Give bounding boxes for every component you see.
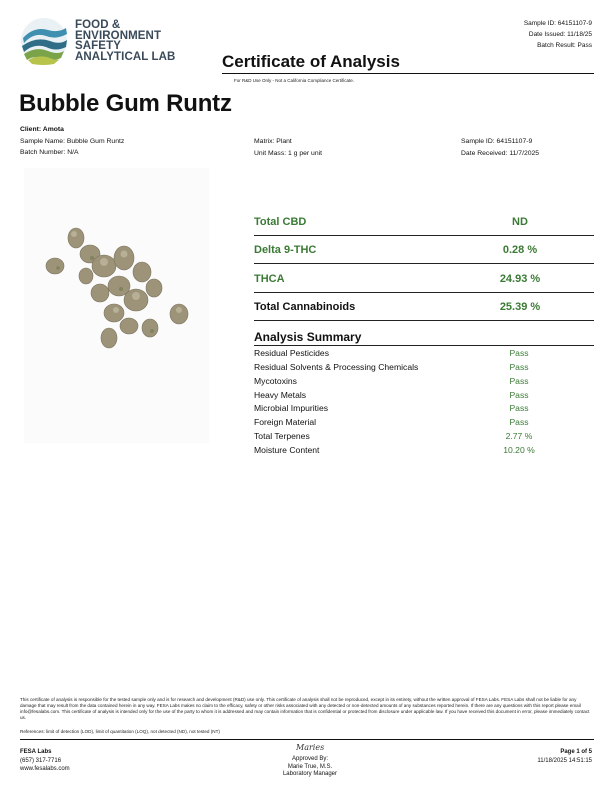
summary-row: [254, 431, 594, 445]
product-name: Bubble Gum Runtz: [19, 90, 232, 117]
summary-divider: [254, 345, 594, 346]
footer-lab-name: FESA Labs: [20, 749, 52, 755]
matrix-details: [254, 136, 322, 159]
header-batch-result: Batch Result: Pass: [537, 42, 592, 49]
cannabinoid-value: ND: [512, 216, 528, 228]
header-divider: [222, 73, 594, 74]
matrix: Matrix: Plant: [254, 138, 292, 145]
cannabinoid-label: Total CBD: [254, 216, 307, 228]
footer-website[interactable]: www.fesalabs.com: [20, 766, 70, 772]
summary-label: Total Terpenes: [254, 431, 310, 441]
certificate-title: Certificate of Analysis: [222, 52, 400, 71]
summary-value: Pass: [509, 376, 529, 386]
summary-value: 10.20 %: [503, 445, 535, 455]
row-divider: [254, 235, 594, 236]
summary-value: Pass: [509, 403, 529, 413]
approver-signature: Maries: [296, 743, 325, 752]
summary-label: Moisture Content: [254, 445, 320, 455]
footer-page-info: [537, 748, 592, 765]
summary-label: Foreign Material: [254, 417, 317, 427]
logo-line-4: ANALYTICAL LAB: [75, 50, 176, 63]
cannabinoid-value: 0.28 %: [502, 244, 538, 256]
summary-label: Heavy Metals: [254, 390, 307, 400]
summary-label: Residual Solvents & Processing Chemicals: [254, 362, 419, 372]
client-details: [20, 124, 124, 159]
summary-label: Residual Pesticides: [254, 348, 329, 358]
cannabinoid-row-thca: [254, 270, 594, 292]
client-name: Client: Amota: [20, 126, 64, 133]
logo-line-3: SAFETY: [75, 40, 121, 52]
page-number: Page 1 of 5: [560, 749, 592, 755]
disclaimer-text: This certificate of analysis is responsible for the tested sample only and is for research and development (R&D) use only. This certificate of analysis shall not be reproduced, except in its entirety, without the written approval of FESA Labs. FESA Labs shall not be liable for any damage that may result from the data contained herein in any way. FESA Labs makes no claim to the efficacy, safety or other risks associated with any detected or non-detected amounts of any substances reported herein. If there are any questions with this report please email info@fesalabs.com. This certificate of analysis is intended only for the use of the party to whom it is addressed and may contain information that is confidential or protected from disclosure under applicable law. If you have received this document in error, please immediately contact us.: [20, 697, 590, 720]
row-divider: [254, 292, 594, 293]
footer-approval: [270, 756, 350, 779]
summary-value: Pass: [509, 362, 529, 372]
cannabinoid-label: Delta 9-THC: [254, 244, 317, 256]
sample-details: [461, 136, 539, 159]
summary-row: [254, 417, 594, 431]
summary-row: [254, 376, 594, 390]
footer-lab-info: [20, 748, 70, 774]
logo-line-2: ENVIRONMENT: [75, 29, 162, 42]
header-date-issued: Date Issued: 11/18/25: [528, 31, 592, 38]
header-sample-info: [524, 18, 592, 51]
cannabinoid-row-total-cbd: [254, 213, 594, 235]
cannabinoid-value: 25.39 %: [499, 301, 541, 313]
row-divider: [254, 320, 594, 321]
approver-name: Marie True, M.S.: [287, 763, 333, 770]
footer-phone: (657) 317-7716: [20, 757, 62, 764]
footer-timestamp: 11/18/2025 14:51:15: [537, 757, 592, 764]
rd-use-note: For R&D Use Only - Not a California Compliance Certificate.: [234, 78, 355, 83]
logo-line-1: FOOD &: [75, 19, 121, 31]
summary-row: [254, 390, 594, 404]
summary-row: [254, 348, 594, 362]
logo-wordmark: [75, 20, 175, 62]
unit-mass: Unit Mass: 1 g per unit: [254, 149, 322, 157]
summary-value: Pass: [509, 348, 529, 358]
summary-row: [254, 403, 594, 417]
sample-name: Sample Name: Bubble Gum Runtz: [20, 137, 125, 145]
summary-label: Microbial Impurities: [254, 403, 329, 413]
cannabinoid-row-delta9-thc: [254, 241, 594, 263]
cannabinoid-label: Total Cannabinoids: [254, 301, 356, 313]
summary-value: Pass: [509, 390, 529, 400]
row-divider: [254, 263, 594, 264]
date-received: Date Received: 11/7/2025: [461, 149, 540, 157]
summary-label: Mycotoxins: [254, 376, 297, 386]
summary-row: [254, 445, 594, 459]
summary-value: 2.77 %: [505, 431, 533, 441]
approved-by-label: Approved By:: [291, 756, 329, 762]
cannabinoid-value: 24.93 %: [499, 273, 541, 285]
header-sample-id: Sample ID: 64151107-9: [523, 20, 592, 27]
summary-value: Pass: [509, 417, 529, 427]
sample-id: Sample ID: 64151107-9: [461, 138, 533, 145]
cannabinoid-row-total: [254, 298, 594, 320]
analysis-summary-title: Analysis Summary: [254, 330, 362, 344]
batch-number: Batch Number: N/A: [20, 149, 79, 156]
cannabinoid-label: THCA: [254, 273, 285, 285]
approver-title: Laboratory Manager: [282, 771, 338, 777]
footer-divider: [20, 739, 594, 740]
summary-row: [254, 362, 594, 376]
product-photo: [24, 168, 209, 443]
references-text: References: limit of detection (LOD), limit of quantitation (LOQ), not detected (ND), not tested (NT): [20, 729, 220, 734]
